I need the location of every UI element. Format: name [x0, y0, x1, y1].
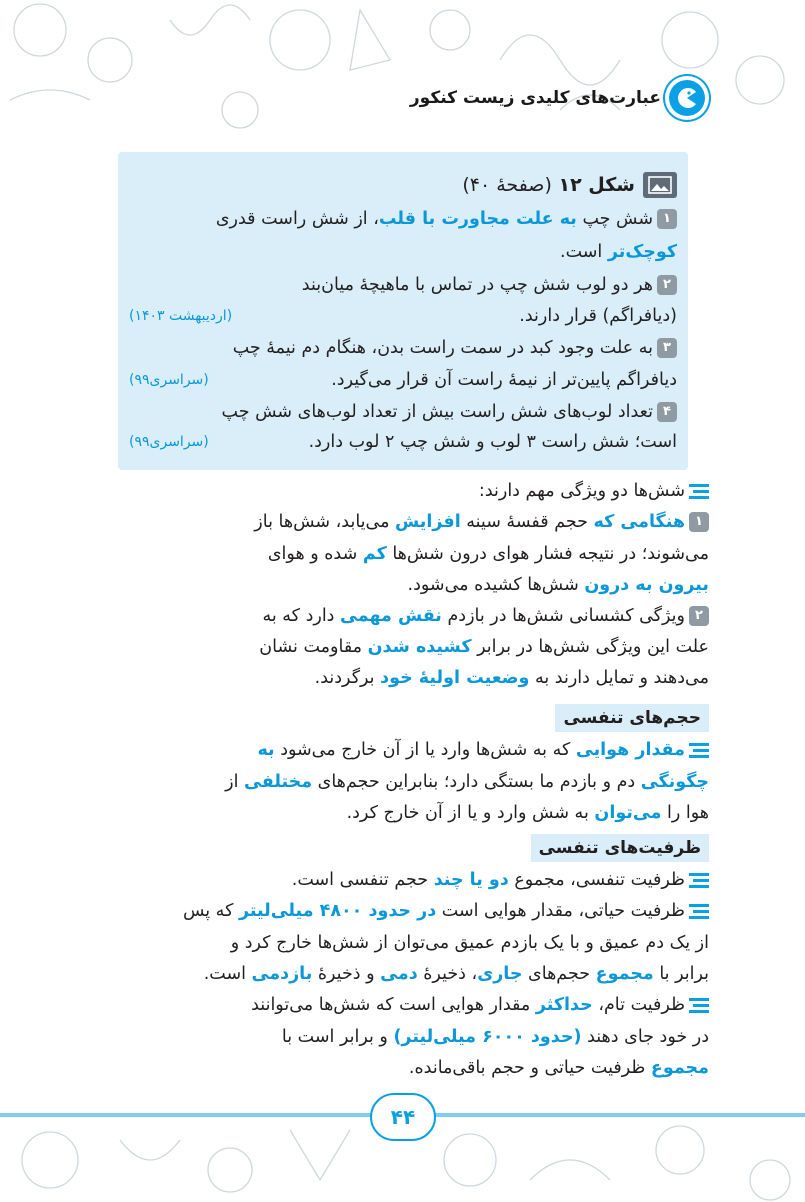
figure-item-4-line-2: است؛ شش راست ۳ لوب و شش چپ ۲ لوب دارد. (سراسری۹۹) — [129, 426, 677, 458]
volumes-heading: حجم‌های تنفسی — [555, 704, 709, 732]
pacman-logo-icon — [669, 80, 705, 116]
lungs-intro: شش‌ها دو ویژگی مهم دارند: — [97, 475, 709, 507]
list-icon — [689, 742, 709, 758]
exam-tag: (سراسری۹۹) — [129, 434, 209, 450]
figure-item-2-line-1: ۲هر دو لوب شش چپ در تماس با ماهیچهٔ میان‌بند — [129, 269, 677, 301]
lungs-point-1-line-1: ۱هنگامی که حجم قفسهٔ سینه افزایش می‌یابد، شش‌ها باز — [97, 506, 709, 538]
volumes-line-1: مقدار هوایی که به شش‌ها وارد یا از آن خارج می‌شود به — [97, 734, 709, 766]
capacities-line-2: ظرفیت حیاتی، مقدار هوایی است در حدود ۴۸۰۰ میلی‌لیتر که پس — [97, 895, 709, 927]
figure-item-2-line-2: (دیافراگم) قرار دارند. (اردیبهشت ۱۴۰۳) — [129, 300, 677, 332]
capacities-heading: ظرفیت‌های تنفسی — [531, 834, 709, 862]
list-icon — [689, 997, 709, 1013]
figure-item-1-line-1: ۱شش چپ به علت مجاورت با قلب، از شش راست قدری — [129, 203, 677, 235]
figure-item-3-line-1: ۳به علت وجود کبد در سمت راست بدن، هنگام دم نیمهٔ چپ — [129, 332, 677, 364]
volumes-line-2: چگونگی دم و بازدم ما بستگی دارد؛ بنابراین حجم‌های مختلفی از — [225, 772, 709, 792]
doodle-background-top — [0, 0, 805, 150]
capacities-line-6: در خود جای دهند (حدود ۶۰۰۰ میلی‌لیتر) و برابر است با — [281, 1027, 709, 1047]
figure-item-3-line-2: دیافراگم پایین‌تر از نیمهٔ راست آن قرار می‌گیرد. (سراسری۹۹) — [129, 364, 677, 396]
image-icon — [643, 172, 677, 198]
list-icon — [689, 483, 709, 499]
exam-tag: (سراسری۹۹) — [129, 372, 209, 388]
capacities-line-3: از یک دم عمیق و با یک بازدم عمیق می‌توان از شش‌ها خارج کرد و — [230, 933, 709, 953]
lungs-point-2-line-2: علت این ویژگی شش‌ها در برابر کشیده شدن مقاومت نشان — [259, 637, 709, 657]
lungs-point-1-line-3: بیرون به درون شش‌ها کشیده می‌شود. — [407, 575, 709, 595]
list-icon — [689, 903, 709, 919]
capacities-line-7: مجموع ظرفیت حیاتی و حجم باقی‌مانده. — [408, 1058, 709, 1078]
lungs-point-2-line-3: می‌دهند و تمایل دارند به وضعیت اولیهٔ خود برگردند. — [314, 668, 709, 688]
capacities-line-5: ظرفیت تام، حداکثر مقدار هوایی است که شش‌ها می‌توانند — [97, 989, 709, 1021]
capacities-line-4: برابر با مجموع حجم‌های جاری، ذخیرهٔ دمی و ذخیرهٔ بازدمی است. — [203, 964, 709, 984]
list-icon — [689, 872, 709, 888]
figure-item-1-line-2: کوچک‌تر است. — [560, 242, 677, 262]
page-number: ۴۴ — [370, 1093, 436, 1141]
lungs-point-1-line-2: می‌شوند؛ در نتیجه فشار هوای درون شش‌ها کم شده و هوای — [267, 544, 709, 564]
figure-box-heading — [462, 172, 677, 198]
chapter-title: عبارت‌های کلیدی زیست کنکور — [409, 88, 661, 108]
chapter-header — [410, 80, 705, 116]
exam-tag: (اردیبهشت ۱۴۰۳) — [129, 308, 233, 324]
figure-item-4-line-1: ۴تعداد لوب‌های شش راست بیش از تعداد لوب‌های شش چپ — [129, 396, 677, 428]
figure-title: شکل ۱۲ (صفحهٔ ۴۰) — [462, 174, 635, 196]
lungs-point-2-line-1: ۲ویژگی کشسانی شش‌ها در بازدم نقش مهمی دارد که به — [97, 600, 709, 632]
volumes-line-3: هوا را می‌توان به شش وارد و یا از آن خارج کرد. — [346, 803, 709, 823]
capacities-line-1: ظرفیت تنفسی، مجموع دو یا چند حجم تنفسی است. — [97, 864, 709, 896]
